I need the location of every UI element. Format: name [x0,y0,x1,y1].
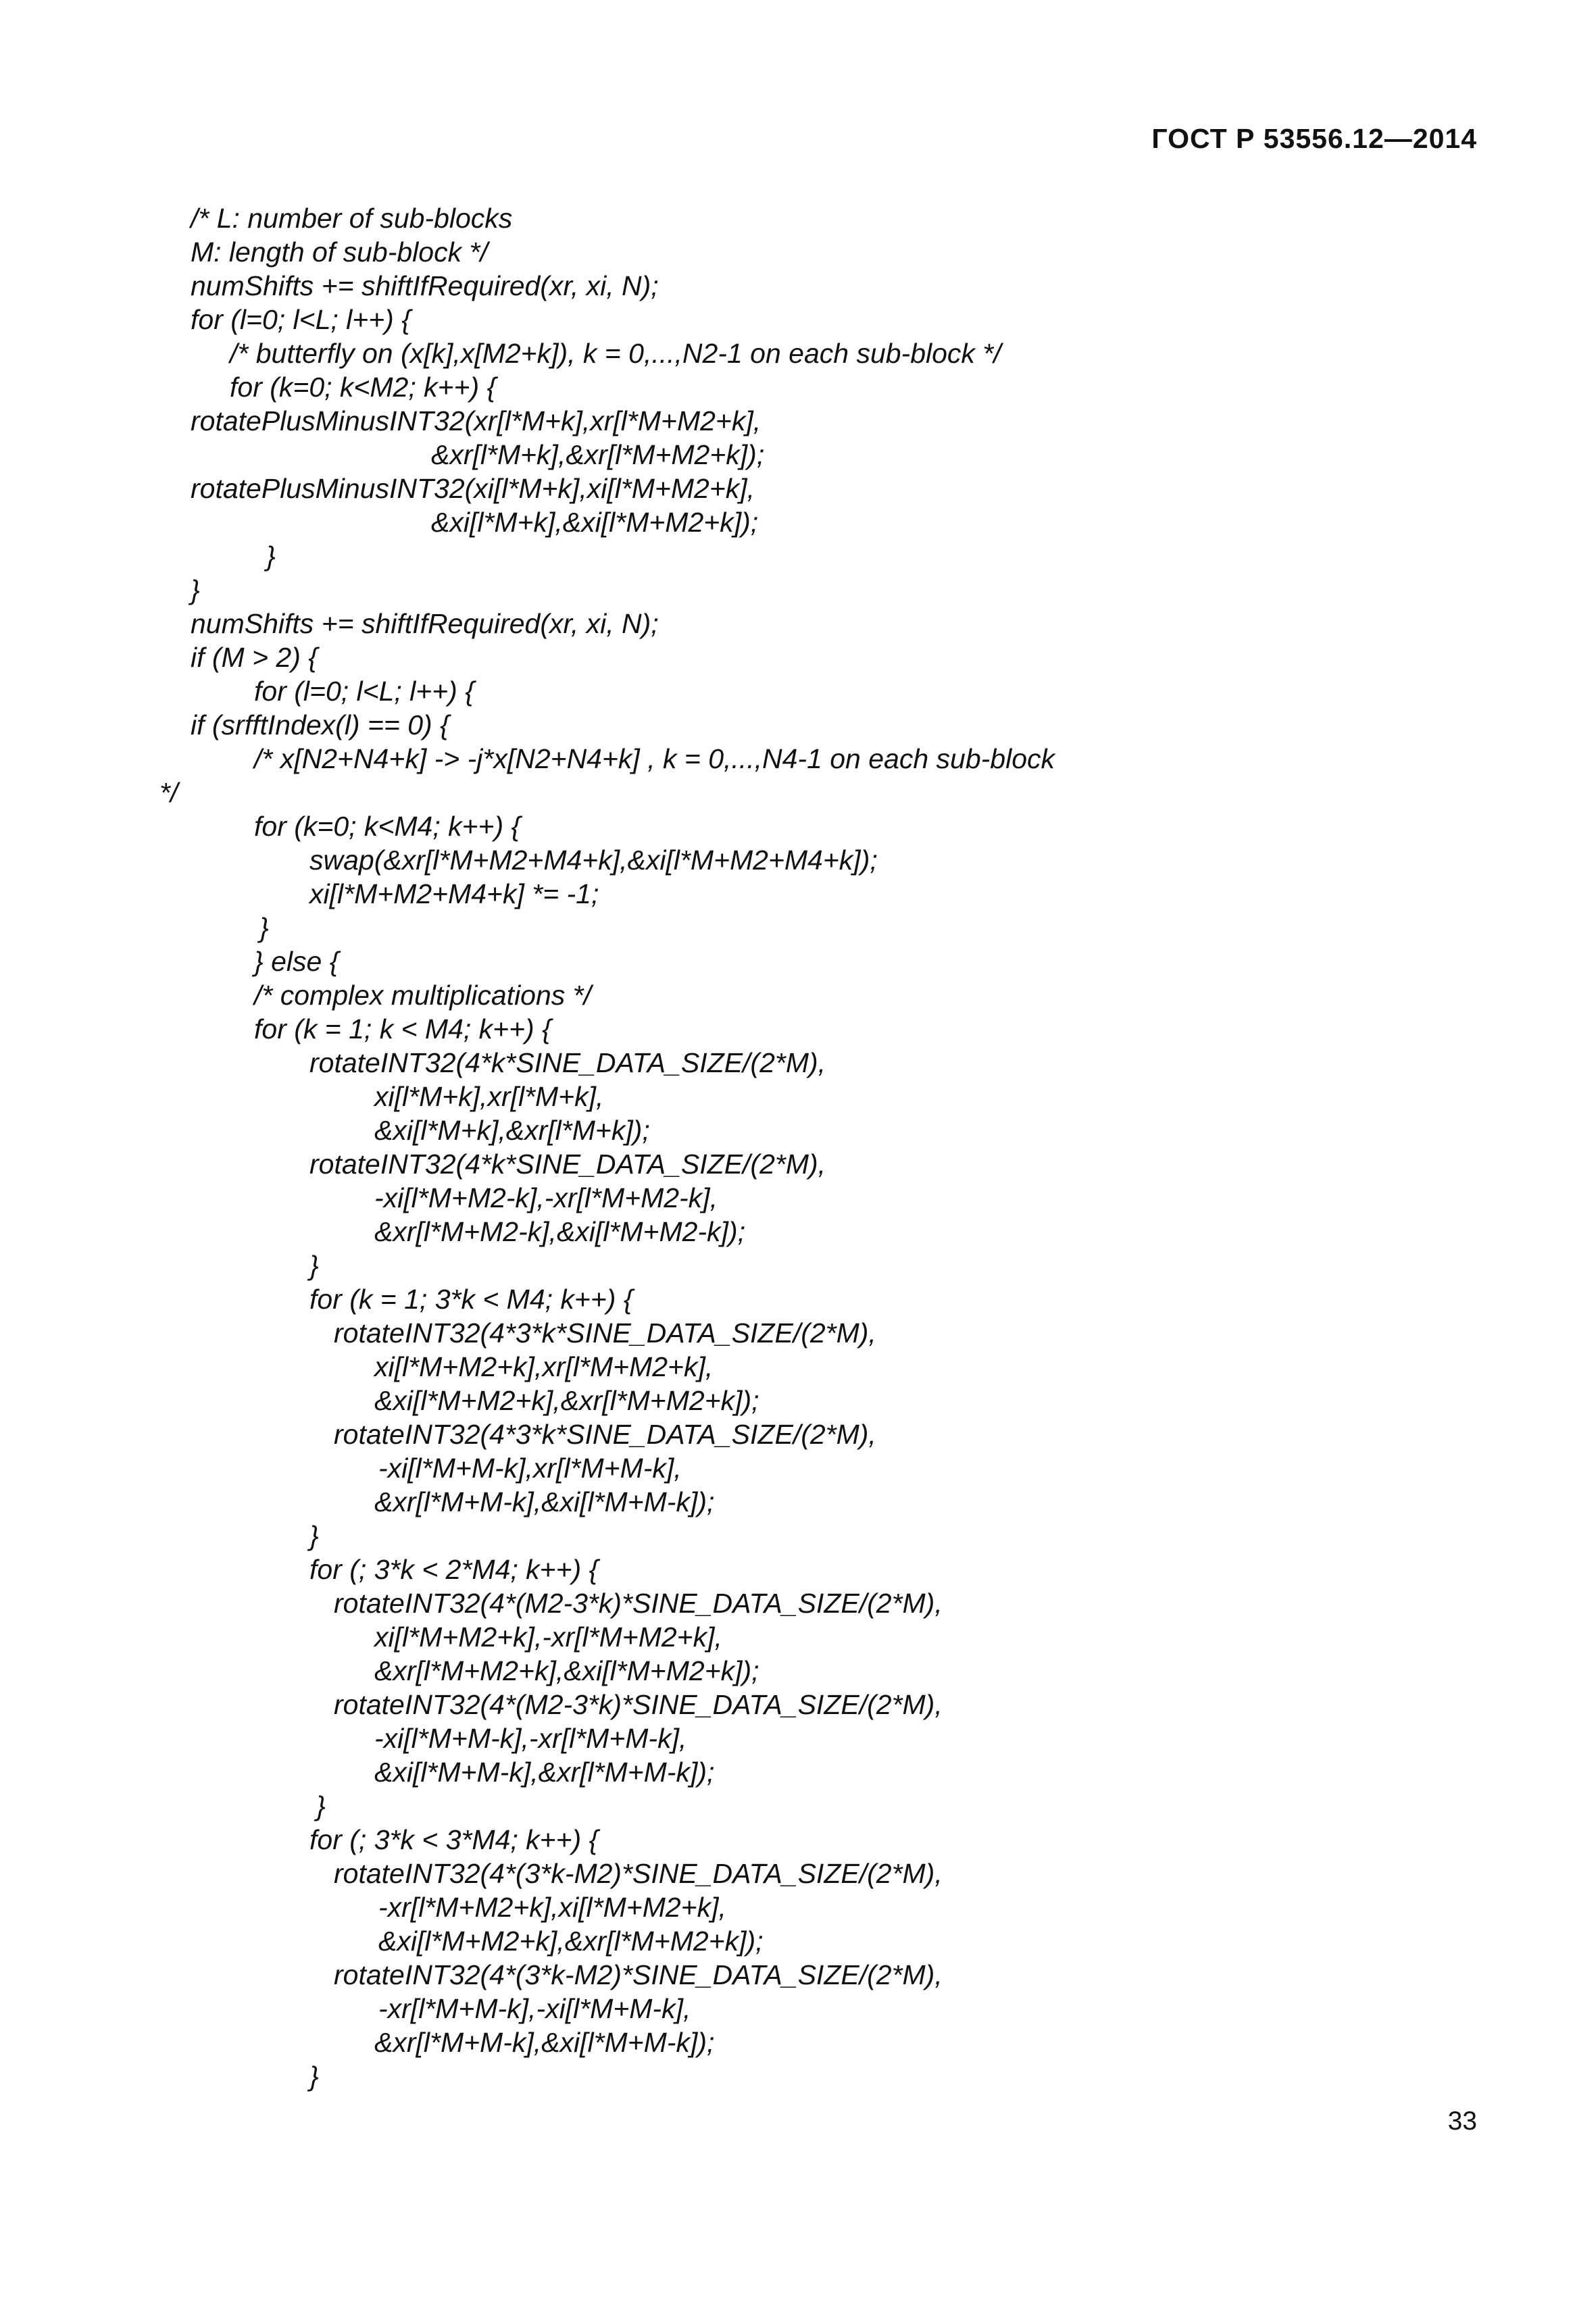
code-line: M: length of sub-block */ [191,236,488,268]
code-line: for (k = 1; k < M4; k++) { [254,1013,551,1045]
code-line: -xr[l*M+M-k],-xi[l*M+M-k], [378,1993,691,2024]
page-number: 33 [1447,2107,1477,2136]
code-line: rotateINT32(4*(3*k-M2)*SINE_DATA_SIZE/(2*M), [334,1858,943,1889]
code-line: } [316,1790,326,1821]
code-line: } [309,2061,319,2092]
code-line: } [309,1250,319,1281]
code-line: swap(&xr[l*M+M2+M4+k],&xi[l*M+M2+M4+k]); [309,845,878,876]
code-line: } [266,540,276,572]
code-line: */ [159,777,178,808]
code-line: numShifts += shiftIfRequired(xr, xi, N); [191,608,659,639]
code-line: rotateINT32(4*(M2-3*k)*SINE_DATA_SIZE/(2*M), [334,1689,943,1720]
code-line: -xi[l*M+M-k],xr[l*M+M-k], [378,1453,682,1484]
code-line: /* L: number of sub-blocks [191,203,513,234]
code-line: for (k = 1; 3*k < M4; k++) { [309,1284,633,1315]
code-line: rotatePlusMinusINT32(xi[l*M+k],xi[l*M+M2+k], [191,473,755,504]
code-line: -xi[l*M+M2-k],-xr[l*M+M2-k], [374,1182,718,1213]
code-line: &xi[l*M+M2+k],&xr[l*M+M2+k]); [378,1926,764,1957]
code-line: for (l=0; l<L; l++) { [254,676,474,707]
code-line: rotateINT32(4*(M2-3*k)*SINE_DATA_SIZE/(2*M), [334,1588,943,1619]
code-line: rotateINT32(4*3*k*SINE_DATA_SIZE/(2*M), [334,1419,876,1450]
code-line: &xi[l*M+k],&xi[l*M+M2+k]); [431,507,759,538]
code-line: rotateINT32(4*k*SINE_DATA_SIZE/(2*M), [309,1149,826,1180]
code-line: for (k=0; k<M2; k++) { [230,372,497,403]
code-line: xi[l*M+M2+k],xr[l*M+M2+k], [374,1351,714,1382]
code-line: for (; 3*k < 2*M4; k++) { [309,1554,599,1585]
code-line: rotateINT32(4*k*SINE_DATA_SIZE/(2*M), [309,1047,826,1078]
code-line: xi[l*M+k],xr[l*M+k], [374,1081,604,1112]
code-line: -xr[l*M+M2+k],xi[l*M+M2+k], [378,1892,726,1923]
code-line: &xr[l*M+M-k],&xi[l*M+M-k]); [374,2027,715,2058]
code-line: /* butterfly on (x[k],x[M2+k]), k = 0,...,N2-1 on each sub-block */ [230,338,1001,369]
code-line: } [191,574,200,605]
code-line: } [309,1520,319,1551]
code-line: &xi[l*M+M-k],&xr[l*M+M-k]); [374,1757,715,1788]
code-line: xi[l*M+M2+k],-xr[l*M+M2+k], [374,1621,722,1653]
code-line: if (srfftIndex(l) == 0) { [191,709,449,740]
code-line: if (M > 2) { [191,642,318,673]
code-line: &xr[l*M+k],&xr[l*M+M2+k]); [431,439,765,470]
code-line: /* complex multiplications */ [254,980,592,1011]
document-header: ГОСТ Р 53556.12—2014 [1151,123,1477,154]
code-line: &xi[l*M+k],&xr[l*M+k]); [374,1115,650,1146]
code-line: -xi[l*M+M-k],-xr[l*M+M-k], [374,1723,687,1754]
code-line: for (; 3*k < 3*M4; k++) { [309,1824,599,1855]
code-line: } else { [254,946,339,977]
code-line: xi[l*M+M2+M4+k] *= -1; [309,878,599,909]
code-line: &xr[l*M+M2-k],&xi[l*M+M2-k]); [374,1216,745,1247]
code-line: &xr[l*M+M-k],&xi[l*M+M-k]); [374,1486,715,1517]
code-line: /* x[N2+N4+k] -> -j*x[N2+N4+k] , k = 0,...,N4-1 on each sub-block [254,743,1055,774]
code-line: numShifts += shiftIfRequired(xr, xi, N); [191,270,659,301]
code-line: } [259,912,269,943]
code-line: rotatePlusMinusINT32(xr[l*M+k],xr[l*M+M2+k], [191,405,762,436]
code-line: rotateINT32(4*3*k*SINE_DATA_SIZE/(2*M), [334,1317,876,1349]
code-line: &xr[l*M+M2+k],&xi[l*M+M2+k]); [374,1655,759,1686]
code-line: for (l=0; l<L; l++) { [191,304,411,335]
code-line: &xi[l*M+M2+k],&xr[l*M+M2+k]); [374,1385,759,1416]
code-line: rotateINT32(4*(3*k-M2)*SINE_DATA_SIZE/(2*M), [334,1959,943,1990]
code-line: for (k=0; k<M4; k++) { [254,811,521,842]
